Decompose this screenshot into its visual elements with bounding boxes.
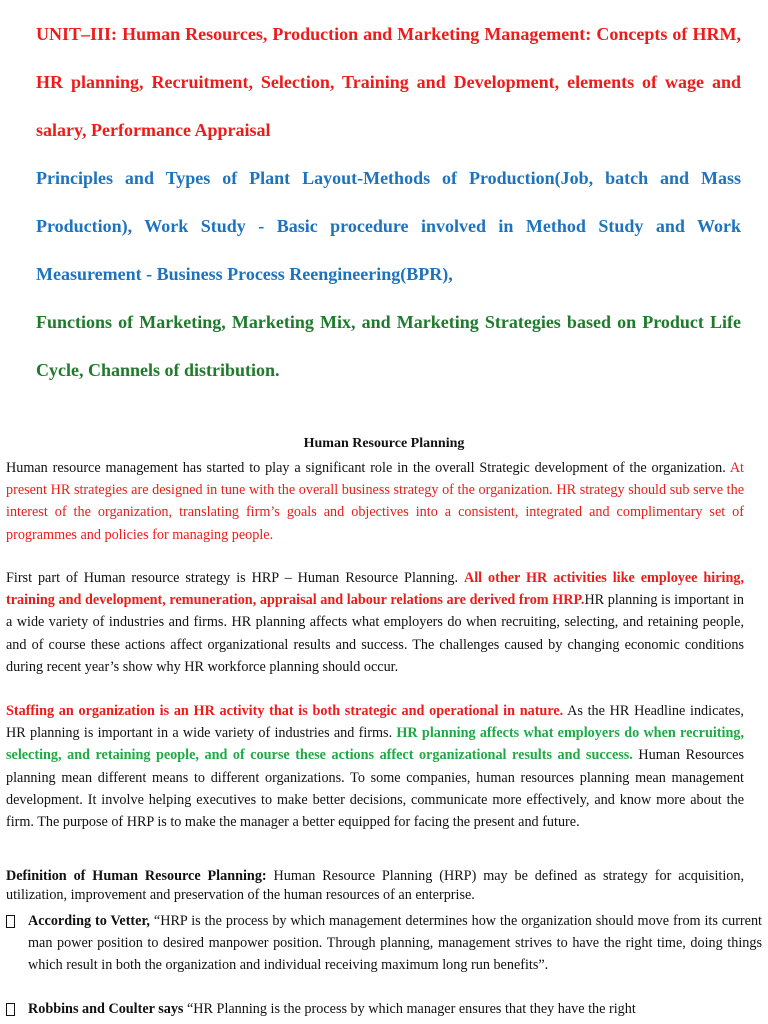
list-item (6, 910, 762, 977)
definition-label: Definition of Human Resource Planning: (6, 868, 267, 884)
paragraph-staffing-highlight: Staffing an organization is an HR activity that is both strategic and operational in nature. (6, 703, 564, 719)
paragraph-intro-highlight: At present HR strategies are designed in tune with the overall business strategy of the organization. HR strategy should sub serve the interest of the organization, translating firm’s goals and objectives into a consistent, integrated and complimentary set of programmes and policies for managing people. (6, 460, 744, 543)
list-item-label: According to Vetter, (28, 913, 150, 929)
square-bullet-icon (6, 1003, 15, 1016)
list-item (6, 998, 762, 1020)
list-item-text: “HR Planning is the process by which manager ensures that they have the right (183, 1001, 636, 1017)
paragraph-hrp-part-a: First part of Human resource strategy is HRP – Human Resource Planning. (6, 570, 464, 586)
unit-heading-hr: UNIT–III: Human Resources, Production and Marketing Management: Concepts of HRM, HR planning, Recruitment, Selection, Training and Development, elements of wage and salary, Performance Appraisal (36, 24, 741, 140)
paragraph-hrp-first-part (6, 567, 744, 678)
paragraph-hrp-part-c: HR planning is important in a wide variety of industries and firms. HR planning affects what employers do when recruiting, selecting, and retaining people, and of course these actions affect organizational results and success. The challenges caused by changing economic conditions during recent year’s show why HR workforce planning should occur. (6, 592, 744, 675)
paragraph-staffing (6, 700, 744, 833)
list-item-text: “HRP is the process by which management determines how the organization should move from its current man power position to desired manpower position. Through planning, management strives to have the right time, doing things which result in both the organization and individual receiving maximum long run benefits”. (28, 913, 762, 974)
paragraph-hrp-highlight: All other HR activities like employee hiring, training and development, remuneration, appraisal and labour relations are derived from HRP. (6, 570, 745, 609)
section-title: Human Resource Planning (303, 436, 465, 451)
paragraph-staffing-part-d: Human Resources planning mean different means to different organizations. To some companies, human resources planning mean management development. It involve helping executives to make better decisions, communicate more effectively, and know more about the firm. The purpose of HRP is to make the manager a better equipped for facing the present and future. (6, 747, 744, 831)
paragraph-staffing-green-highlight: HR planning affects what employers do when recruiting, selecting, and retaining people, and of course these actions affect organizational results and success. (6, 725, 744, 764)
paragraph-intro (6, 457, 744, 546)
definition-text: Human Resource Planning (HRP) may be defined as strategy for acquisition, utilization, improvement and preservation of the human resources of an enterprise. (6, 868, 745, 903)
unit-heading-marketing: Functions of Marketing, Marketing Mix, and Marketing Strategies based on Product Life Cycle, Channels of distribution. (36, 312, 741, 380)
paragraph-staffing-part-b: As the HR Headline indicates, HR planning is important in a wide variety of industries and firms. (6, 703, 744, 742)
paragraph-definition (6, 867, 744, 905)
unit-heading-production: Principles and Types of Plant Layout-Methods of Production(Job, batch and Mass Production), Work Study - Basic procedure involved in Method Study and Work Measurement - Business Process Reengineering(BPR), (36, 168, 741, 284)
paragraph-intro-part-a: Human resource management has started to play a significant role in the overall Strategic development of the organization. (6, 460, 730, 476)
list-item-label: Robbins and Coulter says (28, 1001, 184, 1017)
square-bullet-icon (6, 915, 15, 928)
